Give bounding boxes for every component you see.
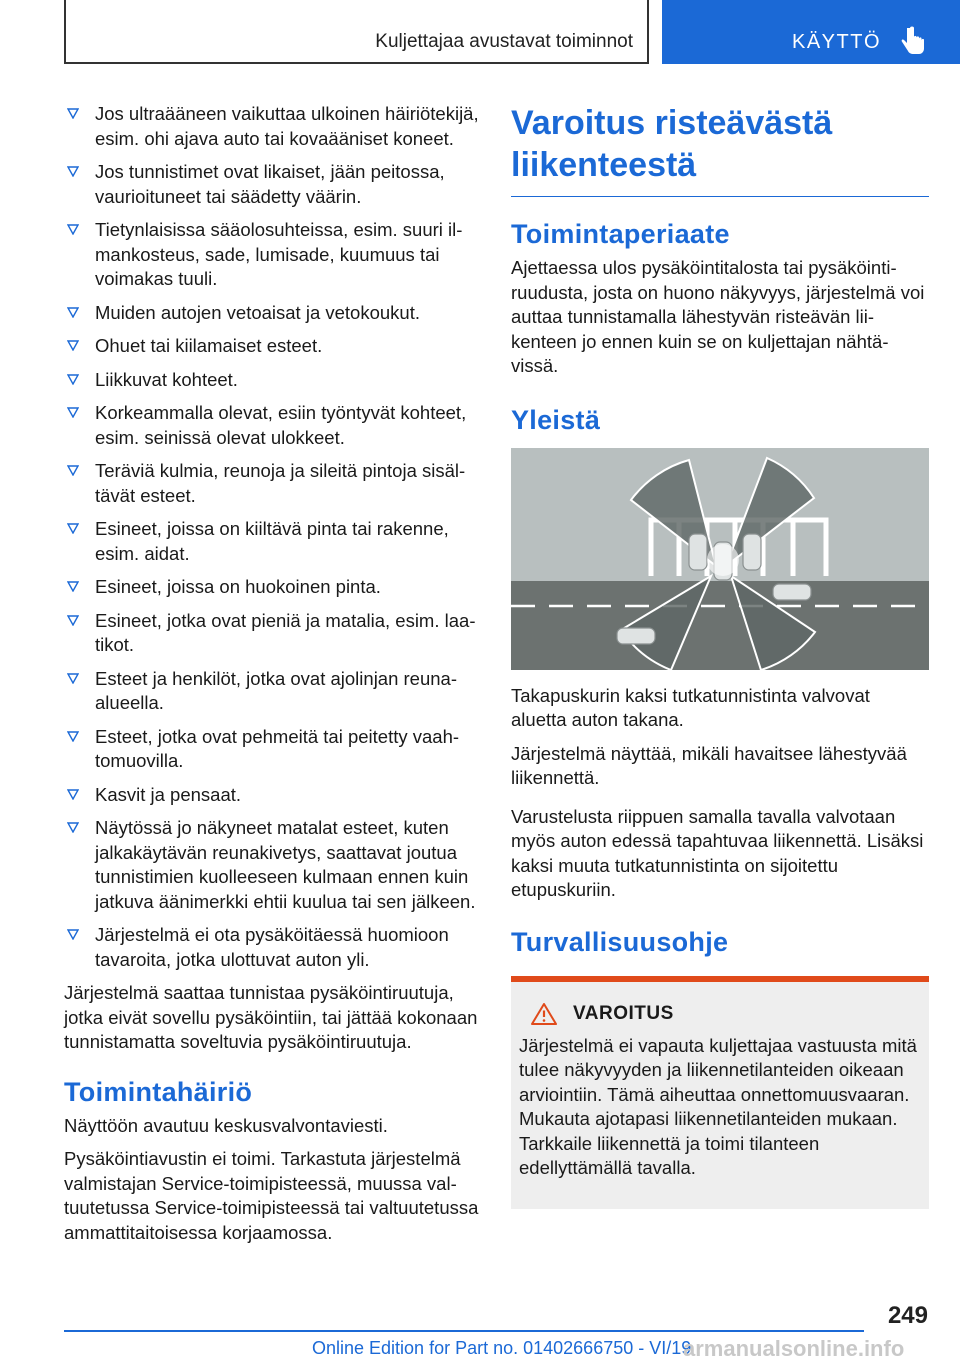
list-item-text: Ohuet tai kiilamaiset esteet.	[95, 335, 323, 356]
chapter-title: Kuljettajaa avustavat toiminnot	[375, 31, 633, 52]
warning-header	[519, 1002, 919, 1026]
footer-divider	[64, 1330, 864, 1332]
triangle-bullet-icon	[67, 523, 79, 534]
list-item	[64, 725, 480, 774]
malfunction-paragraph-2: Pysäköintiavustin ei toimi. Tarkastuta järjestelmä valmistajan Service-toimipisteessä, muussa valtuutetussa Service-toimipisteessä tai valtuutetussa ammattitaitoisessa korjaamossa.	[64, 1148, 479, 1243]
list-item-text: Teräviä kulmia, reunoja ja sileitä pintoja sisältävät esteet.	[95, 460, 466, 506]
left-column	[64, 102, 480, 1254]
list-item	[64, 459, 480, 508]
list-item-text: Esineet, joissa on huokoinen pinta.	[95, 576, 381, 597]
list-item	[64, 783, 480, 808]
malfunction-paragraph-1: Näyttöön avautuu keskusvalvontaviesti.	[64, 1114, 388, 1136]
limitations-list	[64, 102, 480, 972]
list-item-text: Esteet ja henkilöt, jotka ovat ajolinjan reunaalueella.	[95, 667, 458, 713]
triangle-bullet-icon	[67, 789, 79, 800]
hand-pointer-icon	[900, 26, 930, 56]
triangle-bullet-icon	[67, 166, 79, 177]
triangle-bullet-icon	[67, 822, 79, 833]
triangle-bullet-icon	[67, 224, 79, 235]
list-item-text: Kasvit ja pensaat.	[95, 783, 242, 805]
page-number: 249	[887, 1302, 928, 1329]
triangle-bullet-icon	[67, 673, 79, 684]
warning-label: VAROITUS	[573, 1002, 674, 1024]
list-item	[64, 301, 480, 326]
list-item-text: Jos tunnistimet ovat likaiset, jään peitossa, vaurioituneet tai säädetty väärin.	[95, 161, 445, 207]
header-section-tab[interactable]	[662, 0, 960, 64]
triangle-bullet-icon	[67, 465, 79, 476]
list-item	[64, 923, 480, 972]
watermark: armanualsonline.info	[683, 1336, 905, 1361]
edition-text: Online Edition for Part no. 01402666750 - VI/19	[312, 1338, 692, 1358]
list-item-text: Liikkuvat kohteet.	[95, 368, 238, 390]
list-item	[64, 575, 480, 600]
closing-paragraph: Järjestelmä saattaa tunnistaa pysäköintiruutuja, jotka eivät sovellu pysäköintiin, tai jättää kokonaan tunnistamatta soveltuvia pysäköintiruutuja.	[64, 982, 478, 1052]
warning-text: Järjestelmä ei vapauta kuljettajaa vastuusta mitä tulee näkyvyyden ja liikennetilanteiden oikeaan arviointiin. Tämä aiheuttaa onnettomuusvaaran. Mukauta ajotapasi liikennetilanteiden mukaan. Tarkkaile liikennettä ja toimi tilanteen edellyttämällä tavalla.	[519, 1034, 917, 1178]
triangle-bullet-icon	[67, 407, 79, 418]
triangle-bullet-icon	[67, 929, 79, 940]
warning-box	[511, 976, 929, 1209]
list-item	[64, 334, 480, 359]
section-label: KÄYTTÖ	[792, 31, 882, 53]
list-item-text: Muiden autojen vetoaisat ja vetokoukut.	[95, 301, 420, 323]
list-item-text: Järjestelmä ei ota pysäköitäessä huomioon tavaroita, jotka ulottuvat auton yli.	[95, 924, 449, 970]
main-heading: Varoitus risteävästä liikenteestä	[511, 102, 929, 197]
triangle-bullet-icon	[67, 581, 79, 592]
footer-edition	[312, 1338, 691, 1359]
list-item-text: Esteet, jotka ovat pehmeitä tai peitetty vaahtomuovilla.	[95, 725, 460, 771]
list-item	[64, 517, 480, 566]
list-item	[64, 368, 480, 393]
list-item-text: Jos ultraääneen vaikuttaa ulkoinen häiriötekijä, esim. ohi ajava auto tai kovaääniset koneet.	[95, 103, 479, 149]
list-item-text: Esineet, joissa on kiiltävä pinta tai rakenne, esim. aidat.	[95, 518, 449, 564]
list-item	[64, 218, 480, 292]
triangle-bullet-icon	[67, 615, 79, 626]
triangle-bullet-icon	[67, 307, 79, 318]
principle-heading: Toimintaperiaate	[511, 219, 730, 249]
triangle-bullet-icon	[67, 108, 79, 119]
list-item	[64, 102, 480, 151]
safety-heading: Turvallisuusohje	[511, 926, 729, 957]
list-item	[64, 667, 480, 716]
radar-illustration	[511, 448, 929, 670]
warning-triangle-icon	[531, 1002, 557, 1026]
cross-traffic-diagram	[511, 448, 929, 670]
general-paragraph-2: Järjestelmä näyttää, mikäli havaitsee lähestyvää liikennettä.	[511, 742, 907, 788]
triangle-bullet-icon	[67, 374, 79, 385]
general-heading: Yleistä	[511, 404, 601, 435]
list-item	[64, 160, 480, 209]
right-column	[511, 102, 929, 1209]
list-item-text: Näytössä jo näkyneet matalat esteet, kuten jalkakäytävän reunakivetys, saattavat joutua tunnistimien kuolleeseen kulmaan ennen kuin jatkuva äänimerkki ehtii kuulua tai sen jälkeen.	[95, 817, 476, 912]
triangle-bullet-icon	[67, 340, 79, 351]
principle-text: Ajettaessa ulos pysäköintitalosta tai pysäköintiruudusta, josta on huono näkyvyys, järjestelmä voi auttaa tunnistamalla lähestyvän risteävän liikenteen jo ennen kuin se on kuljettajan nähtävissä.	[511, 257, 925, 376]
list-item	[64, 816, 480, 914]
general-paragraph-1: Takapuskurin kaksi tutkatunnistinta valvovat aluetta auton takana.	[511, 684, 870, 730]
list-item-text: Tietynlaisissa sääolosuhteissa, esim. suuri ilmankosteus, sade, lumisade, kuumuus tai voimakas tuuli.	[95, 219, 463, 289]
general-paragraph-3: Varustelusta riippuen samalla tavalla valvotaan myös auton edessä tapahtuvaa liikennettä. Lisäksi kaksi muuta tutkatunnistinta on sijoitettu etupuskuriin.	[511, 805, 924, 900]
malfunction-heading: Toimintahäiriö	[64, 1076, 253, 1107]
header-chapter-box	[64, 0, 649, 64]
list-item-text: Korkeammalla olevat, esiin työntyvät kohteet, esim. seinissä olevat ulokkeet.	[95, 402, 467, 448]
list-item	[64, 609, 480, 658]
list-item-text: Esineet, jotka ovat pieniä ja matalia, esim. laatikot.	[95, 609, 476, 655]
triangle-bullet-icon	[67, 731, 79, 742]
list-item	[64, 401, 480, 450]
